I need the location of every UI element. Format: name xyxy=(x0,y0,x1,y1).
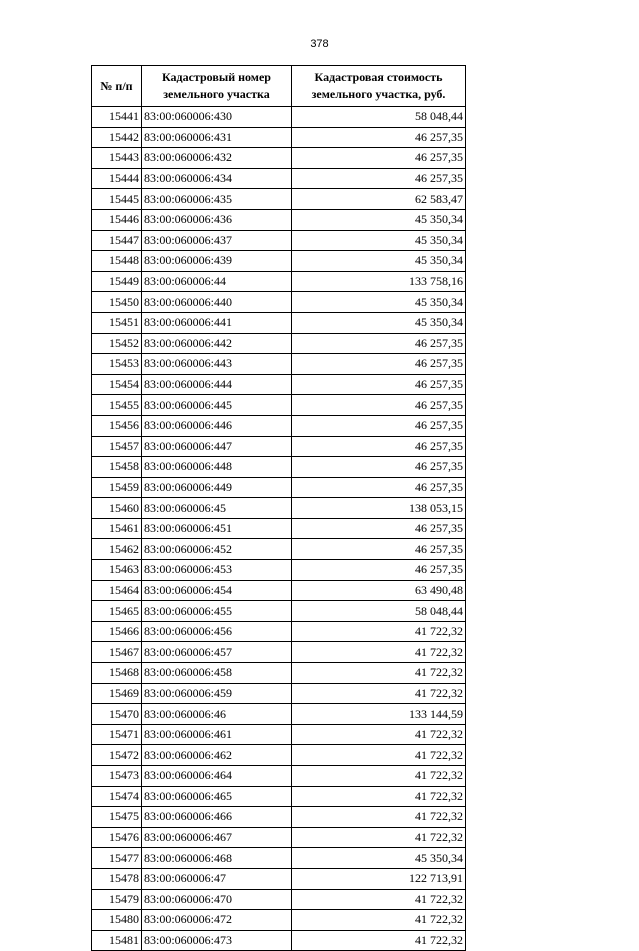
cadastral-number-cell: 83:00:060006:439 xyxy=(142,251,292,272)
table-row xyxy=(92,683,466,704)
table-row xyxy=(92,292,466,313)
table-row xyxy=(92,580,466,601)
table-row xyxy=(92,457,466,478)
table-row xyxy=(92,539,466,560)
cadastral-number-cell: 83:00:060006:435 xyxy=(142,189,292,210)
cadastral-number-cell: 83:00:060006:458 xyxy=(142,663,292,684)
row-number-cell: 15466 xyxy=(92,621,142,642)
cadastral-value-cell: 41 722,32 xyxy=(292,807,466,828)
row-number-cell: 15467 xyxy=(92,642,142,663)
row-number-cell: 15458 xyxy=(92,457,142,478)
row-number-cell: 15450 xyxy=(92,292,142,313)
table-row xyxy=(92,786,466,807)
row-number-cell: 15468 xyxy=(92,663,142,684)
cadastral-value-cell: 45 350,34 xyxy=(292,292,466,313)
cadastral-value-cell: 58 048,44 xyxy=(292,601,466,622)
header-cadastral-value: Кадастровая стоимость земельного участка, руб. xyxy=(292,66,466,107)
table-row xyxy=(92,230,466,251)
table-row xyxy=(92,312,466,333)
cadastral-number-cell: 83:00:060006:452 xyxy=(142,539,292,560)
cadastral-value-cell: 41 722,32 xyxy=(292,910,466,931)
table-body xyxy=(92,107,466,951)
row-number-cell: 15451 xyxy=(92,312,142,333)
cadastral-number-cell: 83:00:060006:443 xyxy=(142,354,292,375)
cadastral-value-cell: 41 722,32 xyxy=(292,786,466,807)
cadastral-number-cell: 83:00:060006:436 xyxy=(142,209,292,230)
cadastral-value-cell: 58 048,44 xyxy=(292,107,466,128)
cadastral-number-cell: 83:00:060006:451 xyxy=(142,518,292,539)
row-number-cell: 15452 xyxy=(92,333,142,354)
table-row xyxy=(92,498,466,519)
cadastral-number-cell: 83:00:060006:444 xyxy=(142,374,292,395)
table-row xyxy=(92,477,466,498)
row-number-cell: 15470 xyxy=(92,704,142,725)
row-number-cell: 15473 xyxy=(92,766,142,787)
row-number-cell: 15456 xyxy=(92,415,142,436)
cadastral-value-cell: 122 713,91 xyxy=(292,868,466,889)
cadastral-number-cell: 83:00:060006:473 xyxy=(142,930,292,951)
header-cadastral-number: Кадастровый номер земельного участка xyxy=(142,66,292,107)
cadastral-value-cell: 46 257,35 xyxy=(292,477,466,498)
cadastral-value-cell: 46 257,35 xyxy=(292,560,466,581)
cadastral-number-cell: 83:00:060006:45 xyxy=(142,498,292,519)
cadastral-number-cell: 83:00:060006:431 xyxy=(142,127,292,148)
row-number-cell: 15454 xyxy=(92,374,142,395)
table-row xyxy=(92,415,466,436)
row-number-cell: 15461 xyxy=(92,518,142,539)
cadastral-value-cell: 45 350,34 xyxy=(292,848,466,869)
row-number-cell: 15448 xyxy=(92,251,142,272)
cadastral-value-cell: 46 257,35 xyxy=(292,127,466,148)
cadastral-value-cell: 46 257,35 xyxy=(292,333,466,354)
row-number-cell: 15469 xyxy=(92,683,142,704)
cadastral-value-cell: 46 257,35 xyxy=(292,457,466,478)
cadastral-number-cell: 83:00:060006:47 xyxy=(142,868,292,889)
row-number-cell: 15481 xyxy=(92,930,142,951)
row-number-cell: 15443 xyxy=(92,148,142,169)
cadastral-number-cell: 83:00:060006:461 xyxy=(142,724,292,745)
table-row xyxy=(92,354,466,375)
cadastral-number-cell: 83:00:060006:467 xyxy=(142,827,292,848)
cadastral-number-cell: 83:00:060006:462 xyxy=(142,745,292,766)
cadastral-number-cell: 83:00:060006:432 xyxy=(142,148,292,169)
cadastral-value-cell: 45 350,34 xyxy=(292,209,466,230)
cadastral-value-cell: 46 257,35 xyxy=(292,354,466,375)
cadastral-number-cell: 83:00:060006:457 xyxy=(142,642,292,663)
cadastral-value-cell: 45 350,34 xyxy=(292,312,466,333)
cadastral-number-cell: 83:00:060006:464 xyxy=(142,766,292,787)
table-row xyxy=(92,827,466,848)
table-row xyxy=(92,704,466,725)
cadastral-number-cell: 83:00:060006:459 xyxy=(142,683,292,704)
header-row-number: № п/п xyxy=(92,66,142,107)
cadastral-number-cell: 83:00:060006:44 xyxy=(142,271,292,292)
cadastral-value-cell: 138 053,15 xyxy=(292,498,466,519)
cadastral-value-cell: 41 722,32 xyxy=(292,745,466,766)
row-number-cell: 15449 xyxy=(92,271,142,292)
row-number-cell: 15444 xyxy=(92,168,142,189)
table-row xyxy=(92,621,466,642)
row-number-cell: 15475 xyxy=(92,807,142,828)
row-number-cell: 15472 xyxy=(92,745,142,766)
cadastral-number-cell: 83:00:060006:453 xyxy=(142,560,292,581)
table-row xyxy=(92,663,466,684)
table-row xyxy=(92,209,466,230)
row-number-cell: 15479 xyxy=(92,889,142,910)
cadastral-number-cell: 83:00:060006:468 xyxy=(142,848,292,869)
cadastral-number-cell: 83:00:060006:470 xyxy=(142,889,292,910)
row-number-cell: 15476 xyxy=(92,827,142,848)
row-number-cell: 15478 xyxy=(92,868,142,889)
cadastral-value-cell: 41 722,32 xyxy=(292,621,466,642)
row-number-cell: 15446 xyxy=(92,209,142,230)
table-row xyxy=(92,518,466,539)
cadastral-value-cell: 63 490,48 xyxy=(292,580,466,601)
table-row xyxy=(92,189,466,210)
cadastral-value-cell: 46 257,35 xyxy=(292,395,466,416)
cadastral-number-cell: 83:00:060006:441 xyxy=(142,312,292,333)
cadastral-value-cell: 41 722,32 xyxy=(292,766,466,787)
table-row xyxy=(92,642,466,663)
row-number-cell: 15474 xyxy=(92,786,142,807)
table-row xyxy=(92,168,466,189)
row-number-cell: 15442 xyxy=(92,127,142,148)
row-number-cell: 15453 xyxy=(92,354,142,375)
row-number-cell: 15455 xyxy=(92,395,142,416)
row-number-cell: 15465 xyxy=(92,601,142,622)
cadastral-number-cell: 83:00:060006:430 xyxy=(142,107,292,128)
table-row xyxy=(92,560,466,581)
row-number-cell: 15457 xyxy=(92,436,142,457)
cadastral-value-cell: 41 722,32 xyxy=(292,724,466,745)
row-number-cell: 15463 xyxy=(92,560,142,581)
table-row xyxy=(92,868,466,889)
row-number-cell: 15477 xyxy=(92,848,142,869)
table-header-row xyxy=(92,66,466,107)
row-number-cell: 15471 xyxy=(92,724,142,745)
cadastral-value-cell: 45 350,34 xyxy=(292,251,466,272)
cadastral-value-table xyxy=(91,65,466,951)
cadastral-number-cell: 83:00:060006:454 xyxy=(142,580,292,601)
cadastral-value-cell: 46 257,35 xyxy=(292,518,466,539)
cadastral-number-cell: 83:00:060006:465 xyxy=(142,786,292,807)
table-row xyxy=(92,807,466,828)
row-number-cell: 15480 xyxy=(92,910,142,931)
table-row xyxy=(92,910,466,931)
cadastral-number-cell: 83:00:060006:472 xyxy=(142,910,292,931)
cadastral-number-cell: 83:00:060006:456 xyxy=(142,621,292,642)
cadastral-value-cell: 41 722,32 xyxy=(292,683,466,704)
table-row xyxy=(92,374,466,395)
table-row xyxy=(92,436,466,457)
cadastral-value-cell: 41 722,32 xyxy=(292,642,466,663)
cadastral-value-cell: 41 722,32 xyxy=(292,930,466,951)
cadastral-value-cell: 41 722,32 xyxy=(292,889,466,910)
row-number-cell: 15447 xyxy=(92,230,142,251)
cadastral-number-cell: 83:00:060006:434 xyxy=(142,168,292,189)
cadastral-number-cell: 83:00:060006:442 xyxy=(142,333,292,354)
cadastral-number-cell: 83:00:060006:445 xyxy=(142,395,292,416)
cadastral-value-cell: 45 350,34 xyxy=(292,230,466,251)
table-row xyxy=(92,745,466,766)
table-row xyxy=(92,148,466,169)
row-number-cell: 15459 xyxy=(92,477,142,498)
cadastral-value-cell: 46 257,35 xyxy=(292,374,466,395)
cadastral-number-cell: 83:00:060006:437 xyxy=(142,230,292,251)
cadastral-number-cell: 83:00:060006:447 xyxy=(142,436,292,457)
table-row xyxy=(92,395,466,416)
table-row xyxy=(92,889,466,910)
table-row xyxy=(92,251,466,272)
table-row xyxy=(92,766,466,787)
cadastral-number-cell: 83:00:060006:449 xyxy=(142,477,292,498)
cadastral-value-cell: 41 722,32 xyxy=(292,827,466,848)
cadastral-value-cell: 46 257,35 xyxy=(292,436,466,457)
row-number-cell: 15460 xyxy=(92,498,142,519)
table-row xyxy=(92,271,466,292)
table-row xyxy=(92,930,466,951)
table-row xyxy=(92,333,466,354)
cadastral-value-cell: 133 758,16 xyxy=(292,271,466,292)
row-number-cell: 15464 xyxy=(92,580,142,601)
cadastral-number-cell: 83:00:060006:440 xyxy=(142,292,292,313)
cadastral-number-cell: 83:00:060006:466 xyxy=(142,807,292,828)
table-row xyxy=(92,107,466,128)
table-row xyxy=(92,127,466,148)
cadastral-value-cell: 46 257,35 xyxy=(292,168,466,189)
cadastral-value-cell: 62 583,47 xyxy=(292,189,466,210)
cadastral-number-cell: 83:00:060006:455 xyxy=(142,601,292,622)
cadastral-value-cell: 46 257,35 xyxy=(292,539,466,560)
table-row xyxy=(92,601,466,622)
page-number: 378 xyxy=(310,38,329,50)
cadastral-value-cell: 46 257,35 xyxy=(292,415,466,436)
cadastral-value-cell: 46 257,35 xyxy=(292,148,466,169)
row-number-cell: 15462 xyxy=(92,539,142,560)
cadastral-value-cell: 133 144,59 xyxy=(292,704,466,725)
cadastral-value-cell: 41 722,32 xyxy=(292,663,466,684)
cadastral-number-cell: 83:00:060006:448 xyxy=(142,457,292,478)
table-row xyxy=(92,724,466,745)
cadastral-number-cell: 83:00:060006:446 xyxy=(142,415,292,436)
row-number-cell: 15445 xyxy=(92,189,142,210)
row-number-cell: 15441 xyxy=(92,107,142,128)
table-row xyxy=(92,848,466,869)
cadastral-number-cell: 83:00:060006:46 xyxy=(142,704,292,725)
